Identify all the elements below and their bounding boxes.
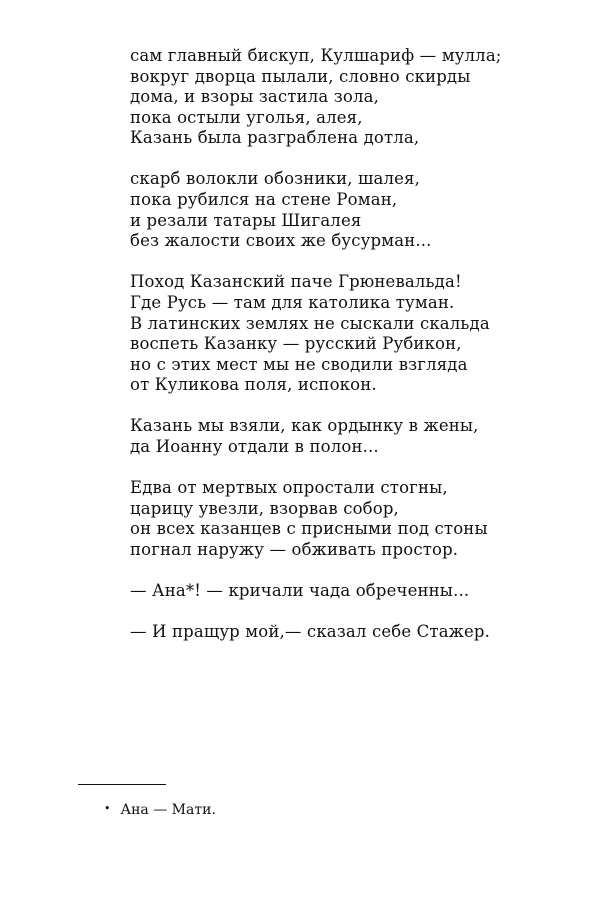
footnote-text: Ана — Мати. xyxy=(120,802,216,818)
poem-line: пока остыли уголья, алея, xyxy=(130,107,363,127)
poem-line: — Ана*! — кричали чада обреченны... xyxy=(130,580,470,600)
poem-line: и резали татары Шигалея xyxy=(130,210,362,230)
poem-line: пока рубился на стене Роман, xyxy=(130,190,398,210)
poem-line: без жалости своих же бусурман... xyxy=(130,231,432,251)
poem-line: скарб волокли обозники, шалея, xyxy=(130,169,420,189)
stanza xyxy=(130,581,600,602)
footnote xyxy=(104,800,216,819)
poem-body xyxy=(130,46,600,663)
stanza xyxy=(130,169,600,251)
stanza xyxy=(130,46,600,149)
poem-line: Поход Казанский паче Грюневальда! xyxy=(130,272,462,292)
poem-line: да Иоанну отдали в полон... xyxy=(130,437,379,456)
footnote-mark: • xyxy=(104,802,111,815)
poem-line: В латинских землях не сыскали скальда xyxy=(130,313,490,333)
poem-line: дома, и взоры застила зола, xyxy=(130,87,379,107)
poem-line: — И пращур мой,— сказал себе Стажер. xyxy=(130,622,491,642)
poem-line: Казань была разграблена дотла, xyxy=(130,128,420,148)
poem-line: он всех казанцев с присными под стоны xyxy=(130,519,488,539)
poem-line: сам главный бискуп, Кулшариф — мулла; xyxy=(130,46,502,65)
poem-line: воспеть Казанку — русский Рубикон, xyxy=(130,334,462,354)
stanza xyxy=(130,272,600,396)
poem-line: Где Русь — там для католика туман. xyxy=(130,292,455,312)
poem-line: царицу увезли, взорвав собор, xyxy=(130,498,399,518)
poem-line: погнал наружу — обживать простор. xyxy=(130,539,459,559)
poem-line: вокруг дворца пылали, словно скирды xyxy=(130,66,471,86)
poem-line: Казань мы взяли, как ордынку в жены, xyxy=(130,416,479,436)
poem-line: Едва от мертвых опростали стогны, xyxy=(130,478,448,498)
stanza xyxy=(130,478,600,560)
footnote-divider xyxy=(78,784,166,785)
stanza xyxy=(130,622,600,643)
poem-line: от Куликова поля, испокон. xyxy=(130,375,377,395)
poem-line: но с этих мест мы не сводили взгляда xyxy=(130,354,468,374)
stanza xyxy=(130,416,600,457)
